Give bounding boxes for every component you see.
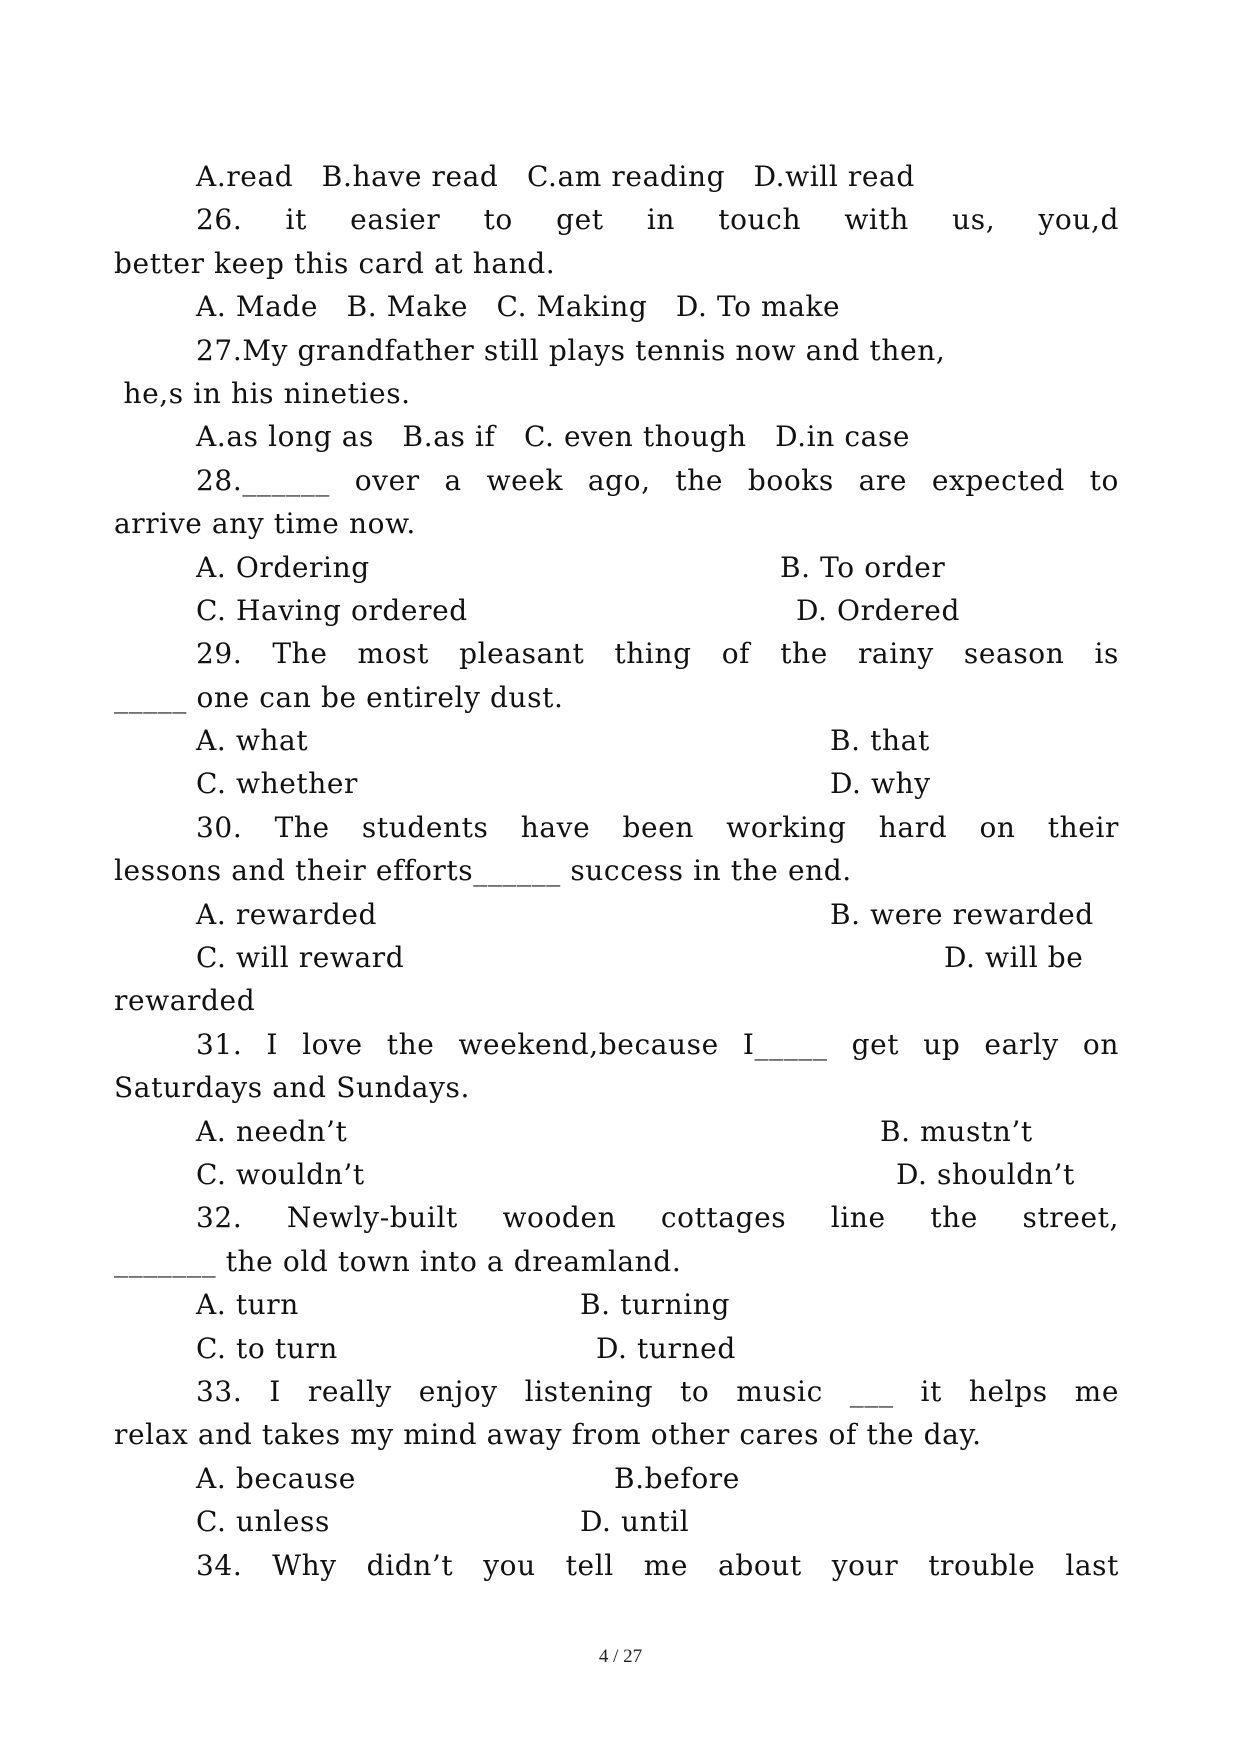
q30-options-row2	[114, 936, 1119, 979]
q33-option-c: C. unless	[196, 1505, 330, 1539]
q32-options-row2	[114, 1327, 1119, 1370]
page-number: 4 / 27	[598, 1646, 643, 1667]
q28-option-d: D. Ordered	[796, 593, 960, 627]
q26-options: A. Made B. Make C. Making D. To make	[196, 290, 841, 324]
q30-option-c: C. will reward	[196, 941, 405, 975]
q32-stem-line2: _______ the old town into a dreamland.	[114, 1244, 682, 1278]
q28-options-row2	[114, 589, 1119, 632]
q32-option-a: A. turn	[196, 1288, 299, 1322]
q32-option-b: B. turning	[580, 1288, 730, 1322]
q28-option-c: C. Having ordered	[196, 593, 468, 627]
question-text-block	[114, 155, 1119, 1587]
q31-option-a: A. needn’t	[196, 1114, 348, 1148]
q32-options-row1	[114, 1283, 1119, 1326]
q31-stem-line2: Saturdays and Sundays.	[114, 1071, 470, 1105]
q33-option-d: D. until	[580, 1505, 690, 1539]
q31-option-b: B. mustn’t	[880, 1114, 1033, 1148]
q31-option-d: D. shouldn’t	[896, 1157, 1075, 1191]
q28-stem-line1: 28.______ over a week ago, the books are expected to	[196, 463, 1119, 497]
q29-options-row1	[114, 719, 1119, 762]
q33-stem-line2: relax and takes my mind away from other cares of the day.	[114, 1418, 982, 1452]
q33-options-row1	[114, 1457, 1119, 1500]
q33-option-a: A. because	[196, 1461, 356, 1495]
q28-option-a: A. Ordering	[196, 550, 370, 584]
q27-stem-line2: he,s in his nineties.	[114, 376, 411, 410]
q27-stem-line1: 27.My grandfather still plays tennis now and then,	[196, 333, 946, 367]
q26-stem-line1: 26. it easier to get in touch with us, you,d	[196, 203, 1119, 237]
q30-stem-line2: lessons and their efforts______ success in the end.	[114, 854, 852, 888]
q29-option-c: C. whether	[196, 767, 359, 801]
q33-options-row2	[114, 1500, 1119, 1543]
q31-options-row1	[114, 1110, 1119, 1153]
q28-stem-line2: arrive any time now.	[114, 507, 416, 541]
q30-option-b: B. were rewarded	[830, 897, 1094, 931]
q29-option-d: D. why	[830, 767, 931, 801]
q30-stem-line1: 30. The students have been working hard on their	[196, 810, 1119, 844]
q25-options: A.read B.have read C.am reading D.will read	[196, 160, 915, 193]
q28-options-row1	[114, 546, 1119, 589]
q31-stem-line1: 31. I love the weekend,because I_____ get up early on	[196, 1027, 1119, 1061]
q29-option-b: B. that	[830, 724, 930, 758]
q32-option-c: C. to turn	[196, 1331, 338, 1365]
q29-option-a: A. what	[196, 724, 309, 758]
q30-option-d-continued: rewarded	[114, 984, 256, 1018]
q32-option-d: D. turned	[596, 1331, 736, 1365]
q32-stem-line1: 32. Newly-built wooden cottages line the street,	[196, 1201, 1119, 1235]
q33-stem-line1: 33. I really enjoy listening to music ___ it helps me	[196, 1374, 1119, 1408]
q30-option-d: D. will be	[944, 941, 1084, 975]
q30-options-row1	[114, 893, 1119, 936]
q26-stem-line2: better keep this card at hand.	[114, 246, 556, 280]
q29-stem-line2: _____ one can be entirely dust.	[114, 680, 564, 714]
q27-options: A.as long as B.as if C. even though D.in case	[196, 420, 911, 454]
q29-stem-line1: 29. The most pleasant thing of the rainy season is	[196, 637, 1119, 671]
q29-options-row2	[114, 762, 1119, 805]
q31-options-row2	[114, 1153, 1119, 1196]
q28-option-b: B. To order	[780, 550, 946, 584]
q30-option-a: A. rewarded	[196, 897, 378, 931]
q31-option-c: C. wouldn’t	[196, 1157, 365, 1191]
q33-option-b: B.before	[614, 1461, 740, 1495]
q34-stem-line1: 34. Why didn’t you tell me about your trouble last	[196, 1548, 1119, 1582]
